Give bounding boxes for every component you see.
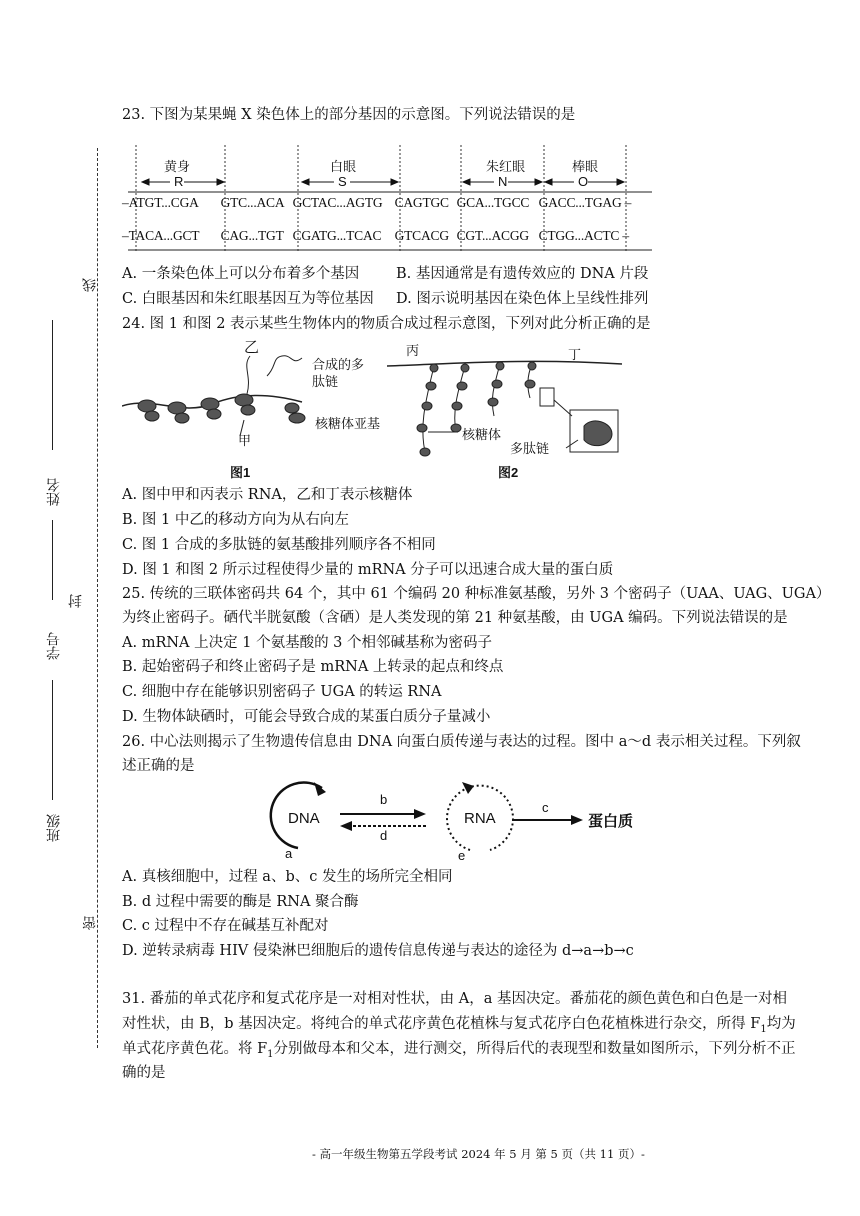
top-seq-4: CAGTGC bbox=[394, 195, 449, 210]
top-seq-5: GCA...TGCC bbox=[456, 195, 530, 210]
q31-line2-subscript: 1 bbox=[760, 1023, 767, 1035]
gene-label-yellow: 黄身 bbox=[164, 159, 191, 174]
translation-diagram bbox=[122, 336, 642, 482]
top-seq-1: ATGT...CGA bbox=[128, 195, 199, 210]
q31-line3-end: 分别做母本和父本，进行测交，所得后代的表现型和数量如图所示，下列分析不正 bbox=[273, 1041, 796, 1057]
q31-line3-subscript: 1 bbox=[267, 1048, 274, 1060]
q23-option-a: A. 一条染色体上可以分布着多个基因 bbox=[122, 266, 360, 282]
margin-label-xian: 线 bbox=[82, 278, 98, 292]
q23-stem: 23. 下图为某果蝇 X 染色体上的部分基因的示意图。下列说法错误的是 bbox=[122, 107, 576, 123]
bottom-seq-4: GTCACG bbox=[394, 228, 449, 243]
fig1-subunit-label: 核糖体亚基 bbox=[315, 416, 381, 431]
margin-label-feng: 封 bbox=[68, 594, 84, 608]
margin-label-name: 姓名 bbox=[46, 478, 62, 506]
q24-option-d: D. 图 1 和图 2 所示过程使得少量的 mRNA 分子可以迅速合成大量的蛋白质 bbox=[122, 562, 614, 578]
top-seq-6: GACC...TGAG bbox=[538, 195, 622, 210]
gene-label-vermilion: 朱红眼 bbox=[486, 159, 526, 174]
gene-symbol-s: S bbox=[338, 174, 347, 189]
bottom-seq-1: TACA...GCT bbox=[128, 228, 200, 243]
dogma-c: c bbox=[542, 800, 549, 815]
q31-line2-text: 对性状，由 B，b 基因决定。将纯合的单式花序黄色花植株与复式花序白色花植株进行杂交，所得 F bbox=[122, 1016, 761, 1032]
margin-label-class: 班级 bbox=[46, 814, 62, 842]
gene-label-white: 白眼 bbox=[330, 159, 357, 174]
bottom-seq-2: CAG...TGT bbox=[220, 228, 284, 243]
q25-option-b: B. 起始密码子和终止密码子是 mRNA 上转录的起点和终点 bbox=[122, 659, 504, 675]
fig2-peptide-label: 多肽链 bbox=[510, 441, 550, 456]
gene-symbol-r: R bbox=[174, 174, 184, 189]
margin-id-line bbox=[52, 520, 53, 600]
top-strand: –ATGT...CGA GTC...ACA GCTAC...AGTG CAGTGC GCA...TGCC GACC...TGAG – bbox=[122, 195, 632, 210]
q25-stem-line1: 25. 传统的三联体密码共 64 个，其中 61 个编码 20 种标准氨基酸，另外 3 个密码子（UAA、UAG、UGA） bbox=[122, 586, 831, 602]
q24-option-b: B. 图 1 中乙的移动方向为从右向左 bbox=[122, 512, 349, 528]
q31-line2 bbox=[122, 1013, 796, 1041]
q26-stem-line1: 26. 中心法则揭示了生物遗传信息由 DNA 向蛋白质传递与表达的过程。图中 a～d 表示相关过程。下列叙 bbox=[122, 734, 801, 750]
q23-option-c: C. 白眼基因和朱红眼基因互为等位基因 bbox=[122, 291, 374, 307]
fig2-ribosome-label: 核糖体 bbox=[462, 427, 502, 442]
gene-symbol-n: N bbox=[498, 174, 508, 189]
q23-gene-diagram bbox=[122, 140, 662, 255]
q25-stem-line2: 为终止密码子。硒代半胱氨酸（含硒）是人类发现的第 21 种氨基酸，由 UGA 编码。下列说法错误的是 bbox=[122, 610, 788, 626]
gene-label-bar: 棒眼 bbox=[572, 159, 599, 174]
bottom-seq-6: CTGG...ACTC bbox=[538, 228, 620, 243]
fig2-label-bing: 丙 bbox=[406, 343, 420, 358]
dogma-rna: RNA bbox=[464, 810, 496, 827]
margin-label-id: 学号 bbox=[46, 632, 62, 660]
q26-option-b: B. d 过程中需要的酶是 RNA 聚合酶 bbox=[122, 894, 359, 910]
q31-line3 bbox=[122, 1038, 796, 1066]
q23-option-b: B. 基因通常是有遗传效应的 DNA 片段 bbox=[396, 266, 649, 282]
q25-option-d: D. 生物体缺硒时，可能会导致合成的某蛋白质分子量减小 bbox=[122, 709, 491, 725]
fig1-caption: 图1 bbox=[230, 465, 251, 480]
dogma-dna: DNA bbox=[288, 810, 320, 827]
q25-option-a: A. mRNA 上决定 1 个氨基酸的 3 个相邻碱基称为密码子 bbox=[122, 635, 493, 651]
q23-option-d: D. 图示说明基因在染色体上呈线性排列 bbox=[396, 291, 649, 307]
q26-option-c: C. c 过程中不存在碱基互补配对 bbox=[122, 918, 329, 934]
gene-symbol-o: O bbox=[578, 174, 589, 189]
fig1-label-jia: 甲 bbox=[238, 433, 252, 448]
margin-label-mi: 密 bbox=[82, 916, 98, 930]
margin-class-line bbox=[52, 680, 53, 800]
central-dogma-diagram bbox=[250, 778, 650, 864]
bottom-seq-5: CGT...ACGG bbox=[456, 228, 529, 243]
top-seq-3: GCTAC...AGTG bbox=[292, 195, 383, 210]
q24-figures bbox=[122, 336, 642, 482]
dogma-protein: 蛋白质 bbox=[588, 813, 634, 830]
dogma-a: a bbox=[285, 846, 293, 861]
fig1-peptide-label: 合成的多肽链 bbox=[312, 357, 365, 389]
fig2-label-ding: 丁 bbox=[568, 347, 582, 362]
q31-line3-text: 单式花序黄色花。将 F bbox=[122, 1041, 268, 1057]
margin-name-line bbox=[52, 320, 53, 450]
q31-line4: 确的是 bbox=[122, 1065, 166, 1081]
fig1-label-yi: 乙 bbox=[244, 339, 260, 356]
top-seq-2: GTC...ACA bbox=[220, 195, 285, 210]
q25-option-c: C. 细胞中存在能够识别密码子 UGA 的转运 RNA bbox=[122, 684, 442, 700]
q31-line1: 31. 番茄的单式花序和复式花序是一对相对性状，由 A，a 基因决定。番茄花的颜色黄色和白色是一对相 bbox=[122, 991, 787, 1007]
fig2-caption: 图2 bbox=[498, 465, 519, 480]
q26-option-a: A. 真核细胞中，过程 a、b、c 发生的场所完全相同 bbox=[122, 869, 453, 885]
bottom-strand: –TACA...GCT CAG...TGT CGATG...TCAC GTCACG CGT...ACGG CTGG...ACTC – bbox=[122, 228, 629, 243]
q31-line2-end: 均为 bbox=[766, 1016, 796, 1032]
dogma-e: e bbox=[458, 848, 466, 863]
q24-option-a: A. 图中甲和丙表示 RNA，乙和丁表示核糖体 bbox=[122, 487, 413, 503]
page-footer: - 高一年级生物第五学段考试 2024 年 5 月 第 5 页（共 11 页）- bbox=[312, 1147, 645, 1161]
q26-stem-line2: 述正确的是 bbox=[122, 758, 195, 774]
q24-option-c: C. 图 1 合成的多肽链的氨基酸排列顺序各不相同 bbox=[122, 537, 436, 553]
bottom-seq-3: CGATG...TCAC bbox=[292, 228, 382, 243]
q26-option-d: D. 逆转录病毒 HIV 侵染淋巴细胞后的遗传信息传递与表达的途径为 d→a→b→c bbox=[122, 943, 634, 959]
q24-stem: 24. 图 1 和图 2 表示某些生物体内的物质合成过程示意图，下列对此分析正确的是 bbox=[122, 316, 651, 332]
dogma-b: b bbox=[380, 792, 388, 807]
dogma-d: d bbox=[380, 828, 388, 843]
